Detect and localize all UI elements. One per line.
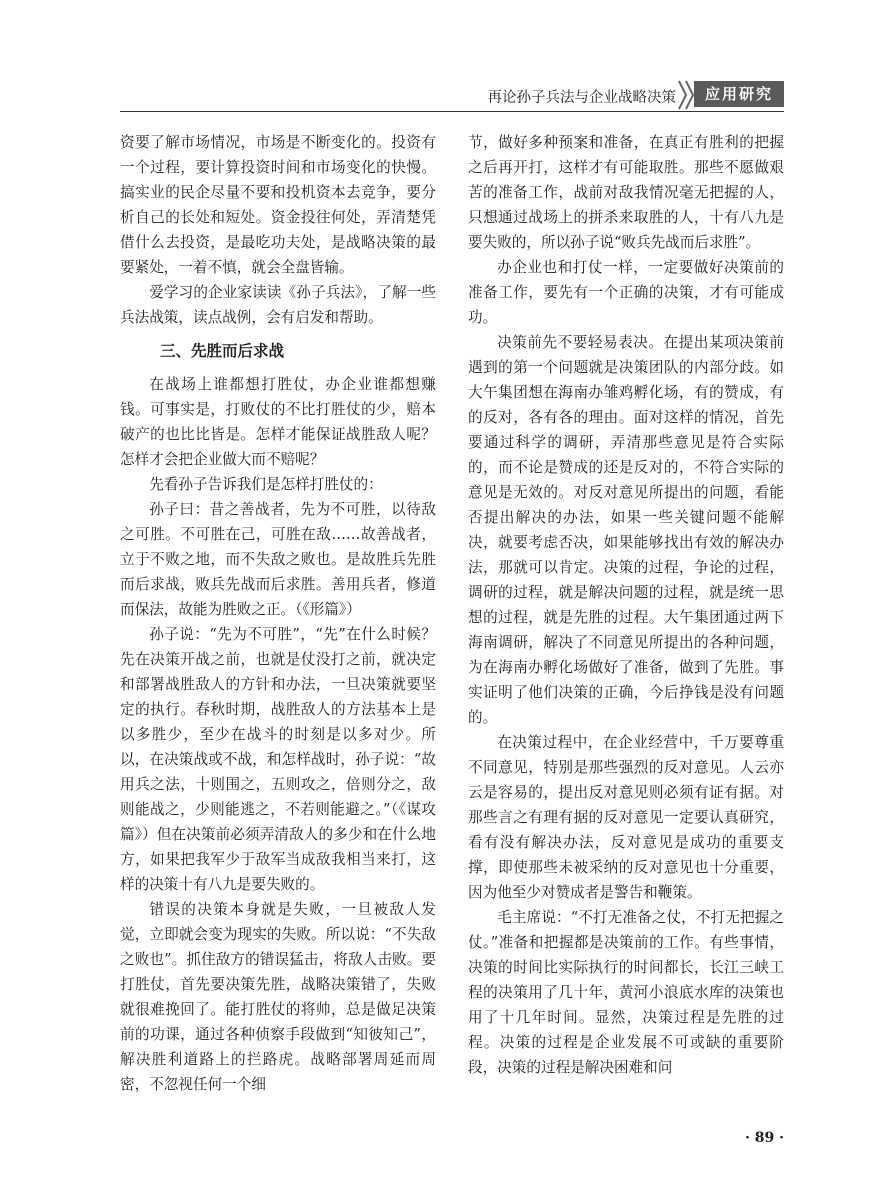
paragraph: 资要了解市场情况，市场是不断变化的。投资有一个过程，要计算投资时间和市场变化的快慢。搞实业的民企尽量不要和投机资本去竞争，要分析自己的长处和短处。资金投往何处，弄清楚凭借什么去投资，是最吃功夫处，是战略决策的最要紧处，一着不慎，就会全盘皆输。 [120,134,436,276]
section-tag: 应用研究 [694,81,784,107]
paragraph: 先看孙子告诉我们是怎样打胜仗的： [149,476,383,493]
paragraph: 爱学习的企业家读读《孙子兵法》，了解一些兵法战策，读点战例，会有启发和帮助。 [120,284,436,326]
paragraph: 决策前先不要轻易表决。在提出某项决策前遇到的第一个问题就是决策团队的内部分歧。如大午集团想在海南办雏鸡孵化场，有的赞成，有的反对，各有各的理由。面对这样的情况，首先要通过科学的调研，弄清那些意见是符合实际的，而不论是赞成的还是反对的，不符合实际的意见是无效的。对反对意见所提出的问题，看能否提出解决的办法，如果一些关键问题不能解决，就要考虑否决，如果能够找出有效的解决办法，那就可以肯定。决策的过程，争论的过程，调研的过程，就是解决问题的过程，就是统一思想的过程，就是先胜的过程。大午集团通过两下海南调研，解决了不同意见所提出的各种问题，为在海南办孵化场做好了准备，做到了先胜。事实证明了他们决策的正确，今后挣钱是没有问题的。 [468,334,784,726]
paragraph: 节，做好多种预案和准备，在真正有胜利的把握之后再开打，这样才有可能取胜。那些不愿做艰苦的准备工作，战前对敌我情况毫无把握的人，只想通过战场上的拼杀来取胜的人，十有八九是要失败的，所以孙子说“败兵先战而后求胜”。 [468,134,784,251]
left-column [120,130,436,1097]
right-column [468,130,784,1080]
paragraph: 办企业也和打仗一样，一定要做好决策前的准备工作，要先有一个正确的决策，才有可能成功。 [468,259,784,326]
section-heading: 三、先胜而后求战 [160,342,285,360]
header-rule [120,111,784,112]
page-number: · 89 · [745,1130,784,1146]
quote-paragraph: 孙子曰：昔之善战者，先为不可胜，以待敌之可胜。不可胜在己，可胜在敌……故善战者，立于不败之地，而不失敌之败也。是故胜兵先胜而后求战，败兵先战而后求胜。善用兵者，修道而保法，故能为胜败之正。（《形篇》） [120,501,436,618]
running-header-title: 再论孙子兵法与企业战略决策 [487,90,676,106]
running-header [0,78,890,112]
paragraph: 错误的决策本身就是失败，一旦被敌人发觉，立即就会变为现实的失败。所以说：“不失敌之败也”。抓住敌方的错误猛击，将敌人击败。要打胜仗，首先要决策先胜，战略决策错了，失败就很难挽回了。能打胜仗的将帅，总是做足决策前的功课，通过各种侦察手段做到“知彼知己”，解决胜利道路上的拦路虎。战略部署周延而周密，不忽视任何一个细 [120,901,436,1093]
paragraph: 在战场上谁都想打胜仗，办企业谁都想赚钱。可事实是，打败仗的不比打胜仗的少，赔本破产的也比比皆是。怎样才能保证战胜敌人呢？怎样才会把企业做大而不赔呢？ [120,376,436,468]
paragraph: 毛主席说：“不打无准备之仗，不打无把握之仗。”准备和把握都是决策前的工作。有些事情，决策的时间比实际执行的时间都长，长江三峡工程的决策用了几十年，黄河小浪底水库的决策也用了十几年时间。显然，决策过程是先胜的过程。决策的过程是企业发展不可或缺的重要阶段，决策的过程是解决困难和问 [468,909,784,1076]
paragraph: 孙子说：“先为不可胜”，“先”在什么时候？先在决策开战之前，也就是仗没打之前，就决定和部署战胜敌人的方针和办法，一旦决策就要坚定的执行。春秋时期，战胜敌人的方法基本上是以多胜少，至少在战斗的时刻是以多对少。所以，在决策战或不战，和怎样战时，孙子说：“故用兵之法，十则围之，五则攻之，倍则分之，敌则能战之，少则能逃之，不若则能避之。”（《谋攻篇》）但在决策前必须弄清敌人的多少和在什么地方，如果把我军少于敌军当成敌我相当来打，这样的决策十有八九是要失败的。 [120,626,436,893]
paragraph: 在决策过程中，在企业经营中，千万要尊重不同意见，特别是那些强烈的反对意见。人云亦云是容易的，提出反对意见则必须有证有据。对那些言之有理有据的反对意见一定要认真研究，看有没有解决办法，反对意见是成功的重要支撑，即使那些未被采纳的反对意见也十分重要，因为他至少对赞成者是警告和鞭策。 [468,734,784,901]
